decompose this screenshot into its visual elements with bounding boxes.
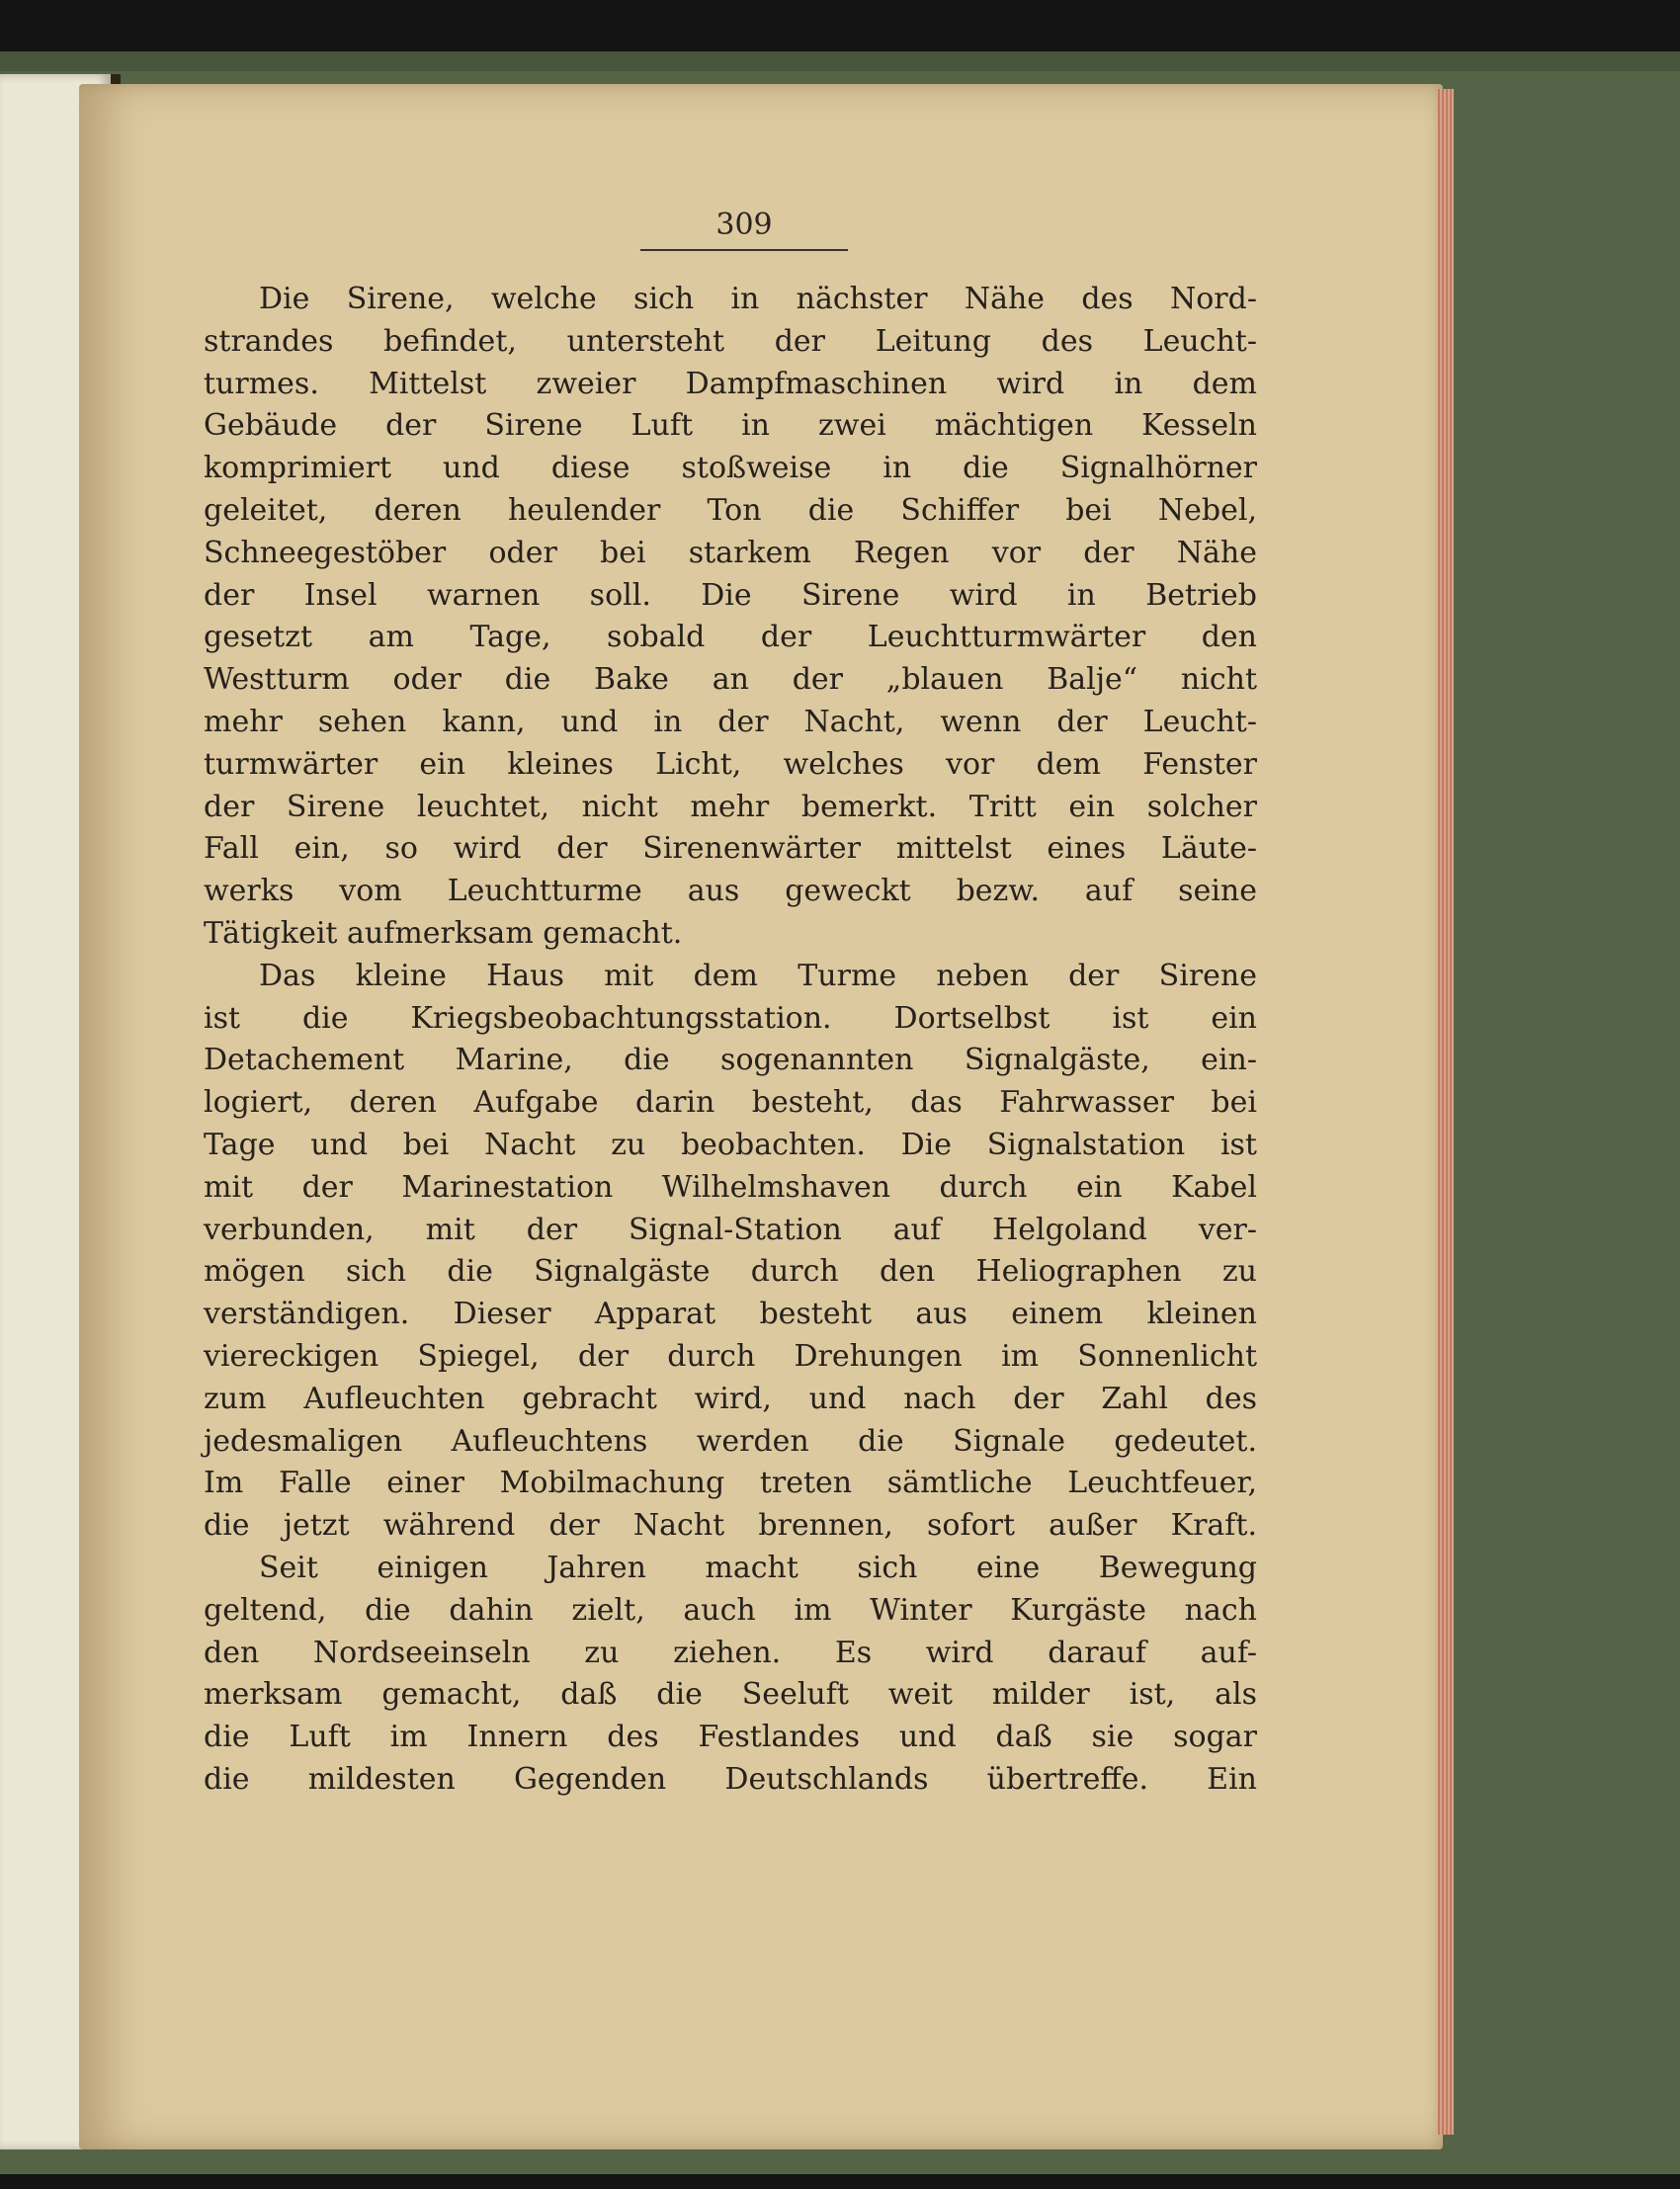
text-line: Im Falle einer Mobilmachung treten sämtliche Leuchtfeuer, [204, 1466, 1257, 1501]
text-line: werks vom Leuchtturme aus geweckt bezw. auf seine [204, 874, 1257, 909]
text-line: der Insel warnen soll. Die Sirene wird in Betrieb [204, 577, 1257, 613]
text-line: verbunden, mit der Signal-Station auf Helgoland ver- [204, 1212, 1257, 1247]
text-line: ist die Kriegsbeobachtungsstation. Dortselbst ist ein [204, 1000, 1257, 1036]
text-line: Tage und bei Nacht zu beobachten. Die Signalstation ist [204, 1127, 1257, 1162]
text-line: Seit einigen Jahren macht sich eine Bewegung [259, 1550, 1257, 1585]
text-line: komprimiert und diese stoßweise in die Signalhörner [204, 451, 1257, 486]
text-line: turmes. Mittelst zweier Dampfmaschinen wird in dem [204, 366, 1257, 401]
text-line: der Sirene leuchtet, nicht mehr bemerkt. Tritt ein solcher [204, 789, 1257, 824]
text-line: jedesmaligen Aufleuchtens werden die Signale gedeutet. [204, 1423, 1257, 1459]
text-line: geltend, die dahin zielt, auch im Winter Kurgäste nach [204, 1592, 1257, 1628]
text-line: logiert, deren Aufgabe darin besteht, das Fahrwasser bei [204, 1085, 1257, 1121]
text-line: turmwärter ein kleines Licht, welches vor dem Fenster [204, 746, 1257, 782]
text-line: Gebäude der Sirene Luft in zwei mächtigen Kesseln [204, 408, 1257, 444]
page-edges [1438, 89, 1454, 2135]
text-line: Die Sirene, welche sich in nächster Nähe des Nord- [259, 282, 1257, 316]
text-line: Westturm oder die Bake an der „blauen Balje“ nicht [204, 662, 1257, 698]
text-line: verständigen. Dieser Apparat besteht aus einem kleinen [204, 1297, 1257, 1332]
text-line: mögen sich die Signalgäste durch den Heliographen zu [204, 1254, 1257, 1290]
text-line: merksam gemacht, daß die Seeluft weit milder ist, als [204, 1677, 1257, 1713]
text-line: Fall ein, so wird der Sirenenwärter mittelst eines Läute- [204, 831, 1257, 867]
text-line: Tätigkeit aufmerksam gemacht. [204, 915, 683, 951]
text-line: Detachement Marine, die sogenannten Signalgäste, ein- [204, 1043, 1257, 1078]
text-line: gesetzt am Tage, sobald der Leuchtturmwärter den [204, 620, 1257, 655]
text-line: Das kleine Haus mit dem Turme neben der Sirene [259, 958, 1257, 993]
body-text [204, 279, 1257, 1802]
page-number: 309 [715, 208, 773, 242]
text-line: den Nordseeinseln zu ziehen. Es wird darauf auf- [204, 1635, 1257, 1670]
cover-edge [0, 51, 1680, 71]
text-line: mehr sehen kann, und in der Nacht, wenn der Leucht- [204, 704, 1257, 739]
text-line: Schneegestöber oder bei starkem Regen vor der Nähe [204, 535, 1257, 570]
text-line: zum Aufleuchten gebracht wird, und nach der Zahl des [204, 1381, 1257, 1416]
text-line: die jetzt während der Nacht brennen, sofort außer Kraft. [204, 1508, 1257, 1544]
text-line: strandes befindet, untersteht der Leitung des Leucht- [204, 323, 1257, 359]
page-number-rule [640, 249, 848, 251]
text-line: mit der Marinestation Wilhelmshaven durch ein Kabel [204, 1169, 1257, 1205]
text-line: geleitet, deren heulender Ton die Schiffer bei Nebel, [204, 492, 1257, 528]
text-line: die mildesten Gegenden Deutschlands übertreffe. Ein [204, 1761, 1257, 1797]
text-line: viereckigen Spiegel, der durch Drehungen im Sonnenlicht [204, 1338, 1257, 1374]
text-line: die Luft im Innern des Festlandes und daß sie sogar [204, 1720, 1257, 1755]
